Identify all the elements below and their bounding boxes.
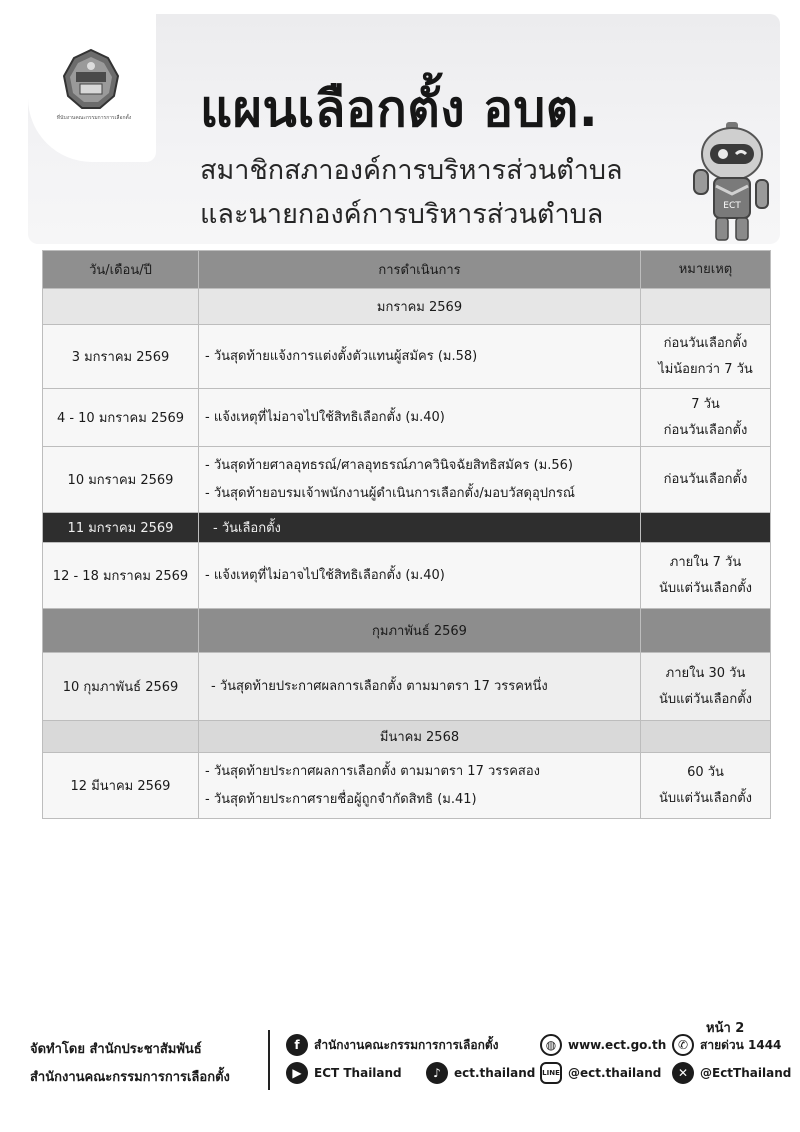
line-label: @ect.thailand <box>568 1066 662 1080</box>
row-date: 10 กุมภาพันธ์ 2569 <box>43 653 199 721</box>
row-action: - วันสุดท้ายประกาศผลการเลือกตั้ง ตามมาตรา 17 วรรคหนึ่ง <box>211 678 548 694</box>
row-action: - แจ้งเหตุที่ไม่อาจไปใช้สิทธิเลือกตั้ง (ม.40) <box>205 567 445 583</box>
tiktok-label: ect.thailand <box>454 1066 536 1080</box>
row-action: - วันสุดท้ายแจ้งการแต่งตั้งตัวแทนผู้สมัคร (ม.58) <box>205 348 478 364</box>
month-row-march <box>43 721 771 753</box>
row-note: 7 วัน <box>691 396 720 412</box>
month-row-february <box>43 609 771 653</box>
tiktok-icon: ♪ <box>426 1062 448 1084</box>
logo-caption: ที่นับงานคณะกรรมการการเลือกตั้ง <box>56 115 132 121</box>
table-row <box>43 389 771 447</box>
row-date: 3 มกราคม 2569 <box>43 325 199 389</box>
election-schedule-table <box>42 250 771 819</box>
row-action: - วันสุดท้ายประกาศรายชื่อผู้ถูกจำกัดสิทธิ (ม.41) <box>205 791 477 807</box>
page-subtitle-1: สมาชิกสภาองค์การบริหารส่วนตำบล <box>200 155 623 186</box>
footer-website-link[interactable] <box>540 1034 666 1056</box>
x-icon: ✕ <box>672 1062 694 1084</box>
table-header-row <box>43 251 771 289</box>
facebook-icon: f <box>286 1034 308 1056</box>
play-icon: ▶ <box>286 1062 308 1084</box>
footer-line-link[interactable] <box>540 1062 661 1084</box>
ect-emblem-icon <box>58 48 124 112</box>
footer-youtube-link[interactable] <box>286 1062 402 1084</box>
column-header-note: หมายเหตุ <box>641 251 771 289</box>
month-row-january <box>43 289 771 325</box>
month-label: มีนาคม 2568 <box>199 721 641 753</box>
row-note: ภายใน 7 วัน <box>669 554 742 570</box>
row-note: ภายใน 30 วัน <box>665 665 746 681</box>
row-date: 11 มกราคม 2569 <box>43 513 199 543</box>
row-note: นับแต่วันเลือกตั้ง <box>658 691 753 707</box>
table-row <box>43 325 771 389</box>
row-note: ก่อนวันเลือกตั้ง <box>663 422 748 438</box>
month-label: กุมภาพันธ์ 2569 <box>199 609 641 653</box>
page-title: แผนเลือกตั้ง อบต. <box>200 80 599 138</box>
footer-org-line-2: สำนักงานคณะกรรมการการเลือกตั้ง <box>30 1070 230 1085</box>
x-label: @EctThailand <box>700 1066 792 1080</box>
table-row <box>43 753 771 819</box>
month-label: มกราคม 2569 <box>199 289 641 325</box>
row-note: 60 วัน <box>687 764 724 780</box>
row-date: 12 มีนาคม 2569 <box>43 753 199 819</box>
hotline-label: สายด่วน 1444 <box>700 1037 782 1052</box>
mascot-icon <box>686 120 778 244</box>
row-action: - วันสุดท้ายอบรมเจ้าพนักงานผู้ดำเนินการเลือกตั้ง/มอบวัสดุอุปกรณ์ <box>205 485 575 501</box>
row-action: - วันเลือกตั้ง <box>199 513 641 543</box>
table-row <box>43 447 771 513</box>
footer-divider <box>268 1030 270 1090</box>
footer-facebook-link[interactable] <box>286 1034 498 1056</box>
row-action: - วันสุดท้ายศาลอุทธรณ์/ศาลอุทธรณ์ภาควินิจฉัยสิทธิสมัคร (ม.56) <box>205 457 573 473</box>
youtube-label: ECT Thailand <box>314 1066 402 1080</box>
row-note: ก่อนวันเลือกตั้ง <box>663 471 748 487</box>
row-note: ไม่น้อยกว่า 7 วัน <box>658 361 753 377</box>
phone-icon: ✆ <box>672 1034 694 1056</box>
footer-hotline[interactable] <box>672 1034 781 1056</box>
table-row <box>43 653 771 721</box>
table-row <box>43 543 771 609</box>
row-date: 4 - 10 มกราคม 2569 <box>43 389 199 447</box>
footer-org-line-1: จัดทำโดย สำนักประชาสัมพันธ์ <box>30 1042 202 1057</box>
page-number: หน้า 2 <box>706 1021 745 1036</box>
website-label: www.ect.go.th <box>568 1038 667 1052</box>
row-date: 12 - 18 มกราคม 2569 <box>43 543 199 609</box>
column-header-date: วัน/เดือน/ปี <box>43 251 199 289</box>
globe-icon: ◍ <box>540 1034 562 1056</box>
row-date: 10 มกราคม 2569 <box>43 447 199 513</box>
row-action: - วันสุดท้ายประกาศผลการเลือกตั้ง ตามมาตรา 17 วรรคสอง <box>205 763 541 779</box>
row-note: ก่อนวันเลือกตั้ง <box>663 335 748 351</box>
page-subtitle-2: และนายกองค์การบริหารส่วนตำบล <box>200 199 604 230</box>
row-note: นับแต่วันเลือกตั้ง <box>658 790 753 806</box>
column-header-action: การดำเนินการ <box>199 251 641 289</box>
footer-x-link[interactable] <box>672 1062 791 1084</box>
facebook-label: สำนักงานคณะกรรมการการเลือกตั้ง <box>314 1037 499 1052</box>
row-action: - แจ้งเหตุที่ไม่อาจไปใช้สิทธิเลือกตั้ง (ม.40) <box>205 409 445 425</box>
mascot-badge: ECT <box>723 201 741 211</box>
row-note: นับแต่วันเลือกตั้ง <box>658 580 753 596</box>
line-icon: LINE <box>540 1062 562 1084</box>
footer-tiktok-link[interactable] <box>426 1062 535 1084</box>
election-day-row <box>43 513 771 543</box>
